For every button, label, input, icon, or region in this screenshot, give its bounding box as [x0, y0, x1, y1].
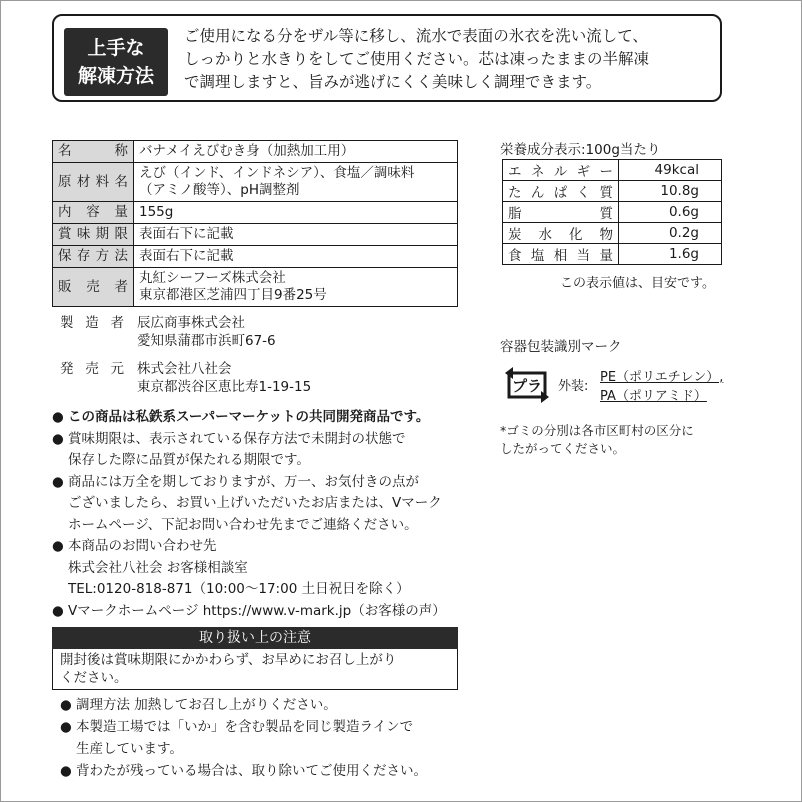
- handling-item-text: 調理方法 加熱してお召し上がりください。: [76, 697, 337, 713]
- product-row-label: 販売者: [53, 268, 134, 307]
- nutrition-name: 脂質: [503, 202, 619, 223]
- packaging-title: 容器包装識別マーク: [500, 339, 622, 355]
- bullet-icon: ●: [52, 538, 64, 554]
- note-item: [52, 601, 472, 623]
- product-row: [53, 246, 458, 268]
- thaw-method-text: ご使用になる分をザル等に移し、流水で表面の氷衣を洗い流して、 しっかりと水きりをしてご使用ください。芯は凍ったままの半解凍 で調理しますと、旨みが逃げにくく美味しく調理できます。: [184, 27, 650, 91]
- nutrition-row: [503, 202, 722, 223]
- note-text: 賞味期限は、表示されている保存方法で未開封の状態で 保存した際に品質が保たれる期限です。: [68, 430, 406, 468]
- handling-item-text: 本製造工場では「いか」を含む製品を同じ製造ラインで 生産しています。: [76, 719, 414, 757]
- manufacturer-value: 辰広商事株式会社 愛知県蒲郡市浜町67-6: [137, 315, 276, 349]
- nutrition-name: エネルギー: [503, 160, 619, 181]
- handling-notes-list: [60, 694, 470, 782]
- nutrition-row: [503, 223, 722, 244]
- seller-label: 発売元: [60, 361, 124, 377]
- note-text: 本商品のお問い合わせ先 株式会社八社会 お客様相談室 TEL:0120-818-871（10:00～17:00 土日祝日を除く）: [68, 538, 410, 597]
- nutrition-value: 10.8g: [619, 181, 722, 202]
- nutrition-name: たんぱく質: [503, 181, 619, 202]
- product-row: [53, 141, 458, 163]
- nutrition-name: 炭水化物: [503, 223, 619, 244]
- product-row-value: 155g: [134, 202, 458, 224]
- material-pa: PA（ポリアミド）: [600, 389, 707, 404]
- note-item: [52, 407, 472, 429]
- bullet-icon: ●: [52, 473, 64, 490]
- product-row: [53, 224, 458, 246]
- garbage-sort-note: *ゴミの分別は各市区町村の区分に したがってください。: [500, 423, 694, 456]
- note-text: 商品には万全を期しておりますが、万一、お気付きの点が ございましたら、お買い上げいただいたお店または、Vマーク ホームページ、下記お問い合わせ先までご連絡ください。: [68, 473, 442, 533]
- product-row: [53, 202, 458, 224]
- bullet-icon: ●: [60, 719, 72, 735]
- handling-title: 取り扱い上の注意: [52, 627, 458, 649]
- product-row-label: 名称: [53, 141, 134, 163]
- seller-value: 株式会社八社会 東京都渋谷区恵比寿1-19-15: [137, 361, 312, 395]
- bullet-icon: ●: [60, 697, 72, 713]
- bullet-icon: ●: [52, 602, 64, 619]
- product-row-value: 表面右下に記載: [134, 224, 458, 246]
- note-text: Vマークホームページ https://www.v-mark.jp（お客様の声）: [68, 602, 446, 619]
- nutrition-value: 0.6g: [619, 202, 722, 223]
- thaw-method-box: [52, 14, 722, 102]
- material-pe: PE（ポリエチレン）,: [600, 370, 724, 385]
- nutrition-row: [503, 181, 722, 202]
- product-row-label: 原材料名: [53, 163, 134, 202]
- handling-item: [60, 694, 470, 716]
- handling-item: [60, 760, 470, 782]
- nutrition-value: 49kcal: [619, 160, 722, 181]
- note-item: [52, 536, 472, 601]
- product-info-table: [52, 140, 458, 307]
- plastic-recycle-mark-icon: [503, 365, 551, 405]
- nutrition-note: この表示値は、目安です。: [560, 276, 715, 291]
- nutrition-value: 1.6g: [619, 244, 722, 265]
- product-row-value: 表面右下に記載: [134, 246, 458, 268]
- plastic-mark-text: プラ: [511, 377, 543, 395]
- product-row: [53, 163, 458, 202]
- packaging-materials: [600, 368, 723, 406]
- nutrition-table: [502, 159, 722, 265]
- product-row-label: 保存方法: [53, 246, 134, 268]
- product-row-value: えび（インド、インドネシア）、食塩／調味料 （アミノ酸等）、pH調整剤: [134, 163, 458, 202]
- note-text: この商品は私鉄系スーパーマーケットの共同開発商品です。: [68, 409, 430, 425]
- bullet-icon: ●: [52, 409, 64, 425]
- nutrition-value: 0.2g: [619, 223, 722, 244]
- nutrition-row: [503, 244, 722, 265]
- nutrition-row: [503, 160, 722, 181]
- product-row: [53, 268, 458, 307]
- handling-box-text: 開封後は賞味期限にかかわらず、お早めにお召し上がり ください。: [52, 649, 458, 690]
- nutrition-caption: 栄養成分表示:100g当たり: [500, 142, 661, 158]
- bullet-icon: ●: [52, 430, 64, 447]
- note-item: [52, 472, 472, 537]
- handling-item-text: 背わたが残っている場合は、取り除いてご使用ください。: [76, 763, 427, 779]
- product-row-value: バナメイえびむき身（加熱加工用）: [134, 141, 458, 163]
- bullet-icon: ●: [60, 763, 72, 779]
- nutrition-name: 食塩相当量: [503, 244, 619, 265]
- notes-list: [52, 407, 472, 622]
- handling-item: [60, 716, 470, 760]
- thaw-method-label: 上手な 解凍方法: [64, 28, 168, 96]
- product-row-label: 賞味期限: [53, 224, 134, 246]
- note-item: [52, 429, 472, 472]
- manufacturer-label: 製造者: [60, 315, 124, 331]
- product-row-label: 内容量: [53, 202, 134, 224]
- packaging-label: 外装:: [558, 379, 589, 394]
- product-row-value: 丸紅シーフーズ株式会社 東京都港区芝浦四丁目9番25号: [134, 268, 458, 307]
